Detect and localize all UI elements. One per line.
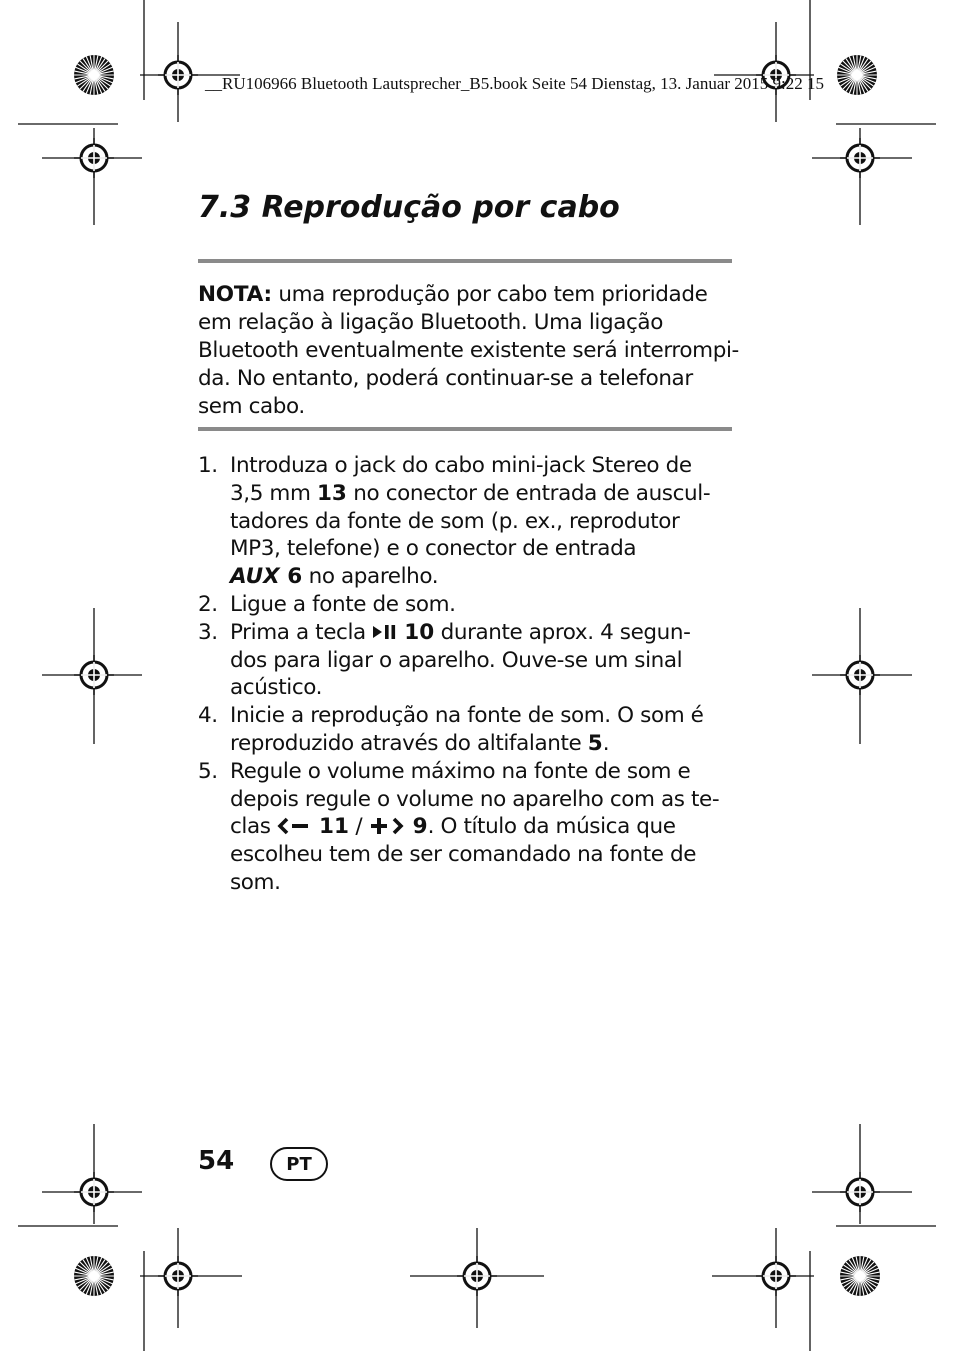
note-line-4: da. No entanto, poderá continuar-se a telefonar (198, 366, 693, 391)
volume-up-icon (369, 817, 407, 835)
part-ref-11: 11 (319, 814, 349, 840)
step-number: 2. (198, 591, 218, 617)
step-number: 5. (198, 758, 218, 784)
note-line-5: sem cabo. (198, 394, 305, 419)
step-line: som. (230, 869, 281, 895)
step-line: MP3, telefone) e o conector de entrada (230, 536, 637, 562)
step-text: clas (230, 814, 278, 840)
part-ref-9: 9 (412, 814, 428, 840)
step-line: Introduza o jack do cabo mini-jack Stereo de (230, 453, 692, 478)
step-1 (198, 452, 758, 591)
note-line-2: em relação à ligação Bluetooth. Uma ligação (198, 310, 663, 335)
volume-down-icon (277, 817, 313, 835)
note-text: uma reprodução por cabo tem prioridade (271, 282, 708, 307)
step-text: . O título da música que (427, 814, 676, 840)
language-badge (270, 1147, 328, 1181)
step-5 (198, 758, 758, 897)
step-line: dos para ligar o aparelho. Ouve-se um sinal (230, 647, 683, 673)
step-text: 3,5 mm (230, 480, 317, 506)
part-ref-10: 10 (404, 619, 435, 645)
registration-star-icon (835, 53, 879, 97)
step-3 (198, 619, 758, 702)
step-text: no conector de entrada de auscul- (346, 480, 711, 506)
note-line-3: Bluetooth eventualmente existente será interrompi- (198, 338, 739, 363)
language-code: PT (286, 1153, 312, 1175)
step-number: 4. (198, 703, 218, 729)
part-ref-6: 6 (279, 564, 303, 590)
step-line: depois regule o volume no aparelho com as te- (230, 786, 720, 812)
step-line (230, 563, 758, 591)
step-number: 1. (198, 453, 218, 478)
step-number: 3. (198, 619, 218, 645)
step-4 (198, 702, 758, 758)
section-title: 7.3 Reprodução por cabo (198, 190, 620, 225)
step-2 (198, 591, 758, 619)
note-bottom-divider (198, 427, 732, 431)
step-line (230, 730, 758, 758)
print-header: __RU106966 Bluetooth Lautsprecher_B5.book Seite 54 Dienstag, 13. Januar 2015 9:22 15 (205, 74, 824, 93)
step-line (230, 813, 758, 841)
step-text: no aparelho. (302, 564, 439, 590)
step-text: . (602, 730, 610, 756)
step-line: Inicie a reprodução na fonte de som. O som é (230, 703, 704, 729)
part-ref-5: 5 (587, 730, 603, 756)
step-line: Ligue a fonte de som. (230, 591, 456, 617)
note-line-1 (198, 281, 743, 309)
step-text: Prima a tecla (230, 619, 373, 645)
step-text: durante aprox. 4 segun- (434, 619, 691, 645)
step-line: escolheu tem de ser comandado na fonte de (230, 842, 697, 868)
note-block (198, 281, 743, 421)
play-pause-icon (372, 624, 398, 640)
step-line (230, 619, 758, 647)
instruction-steps (198, 452, 758, 897)
step-line (230, 480, 758, 508)
page-number: 54 (198, 1146, 235, 1176)
part-ref-13: 13 (316, 480, 347, 506)
note-label: NOTA: (198, 282, 272, 307)
step-line: tadores da fonte de som (p. ex., reprodutor (230, 508, 680, 534)
aux-label: AUX (230, 564, 280, 590)
step-text: reproduzido através do altifalante (230, 730, 588, 756)
step-line: acústico. (230, 675, 323, 701)
step-line: Regule o volume máximo na fonte de som e (230, 758, 691, 784)
note-top-divider (198, 259, 732, 263)
step-text: / (348, 814, 369, 840)
